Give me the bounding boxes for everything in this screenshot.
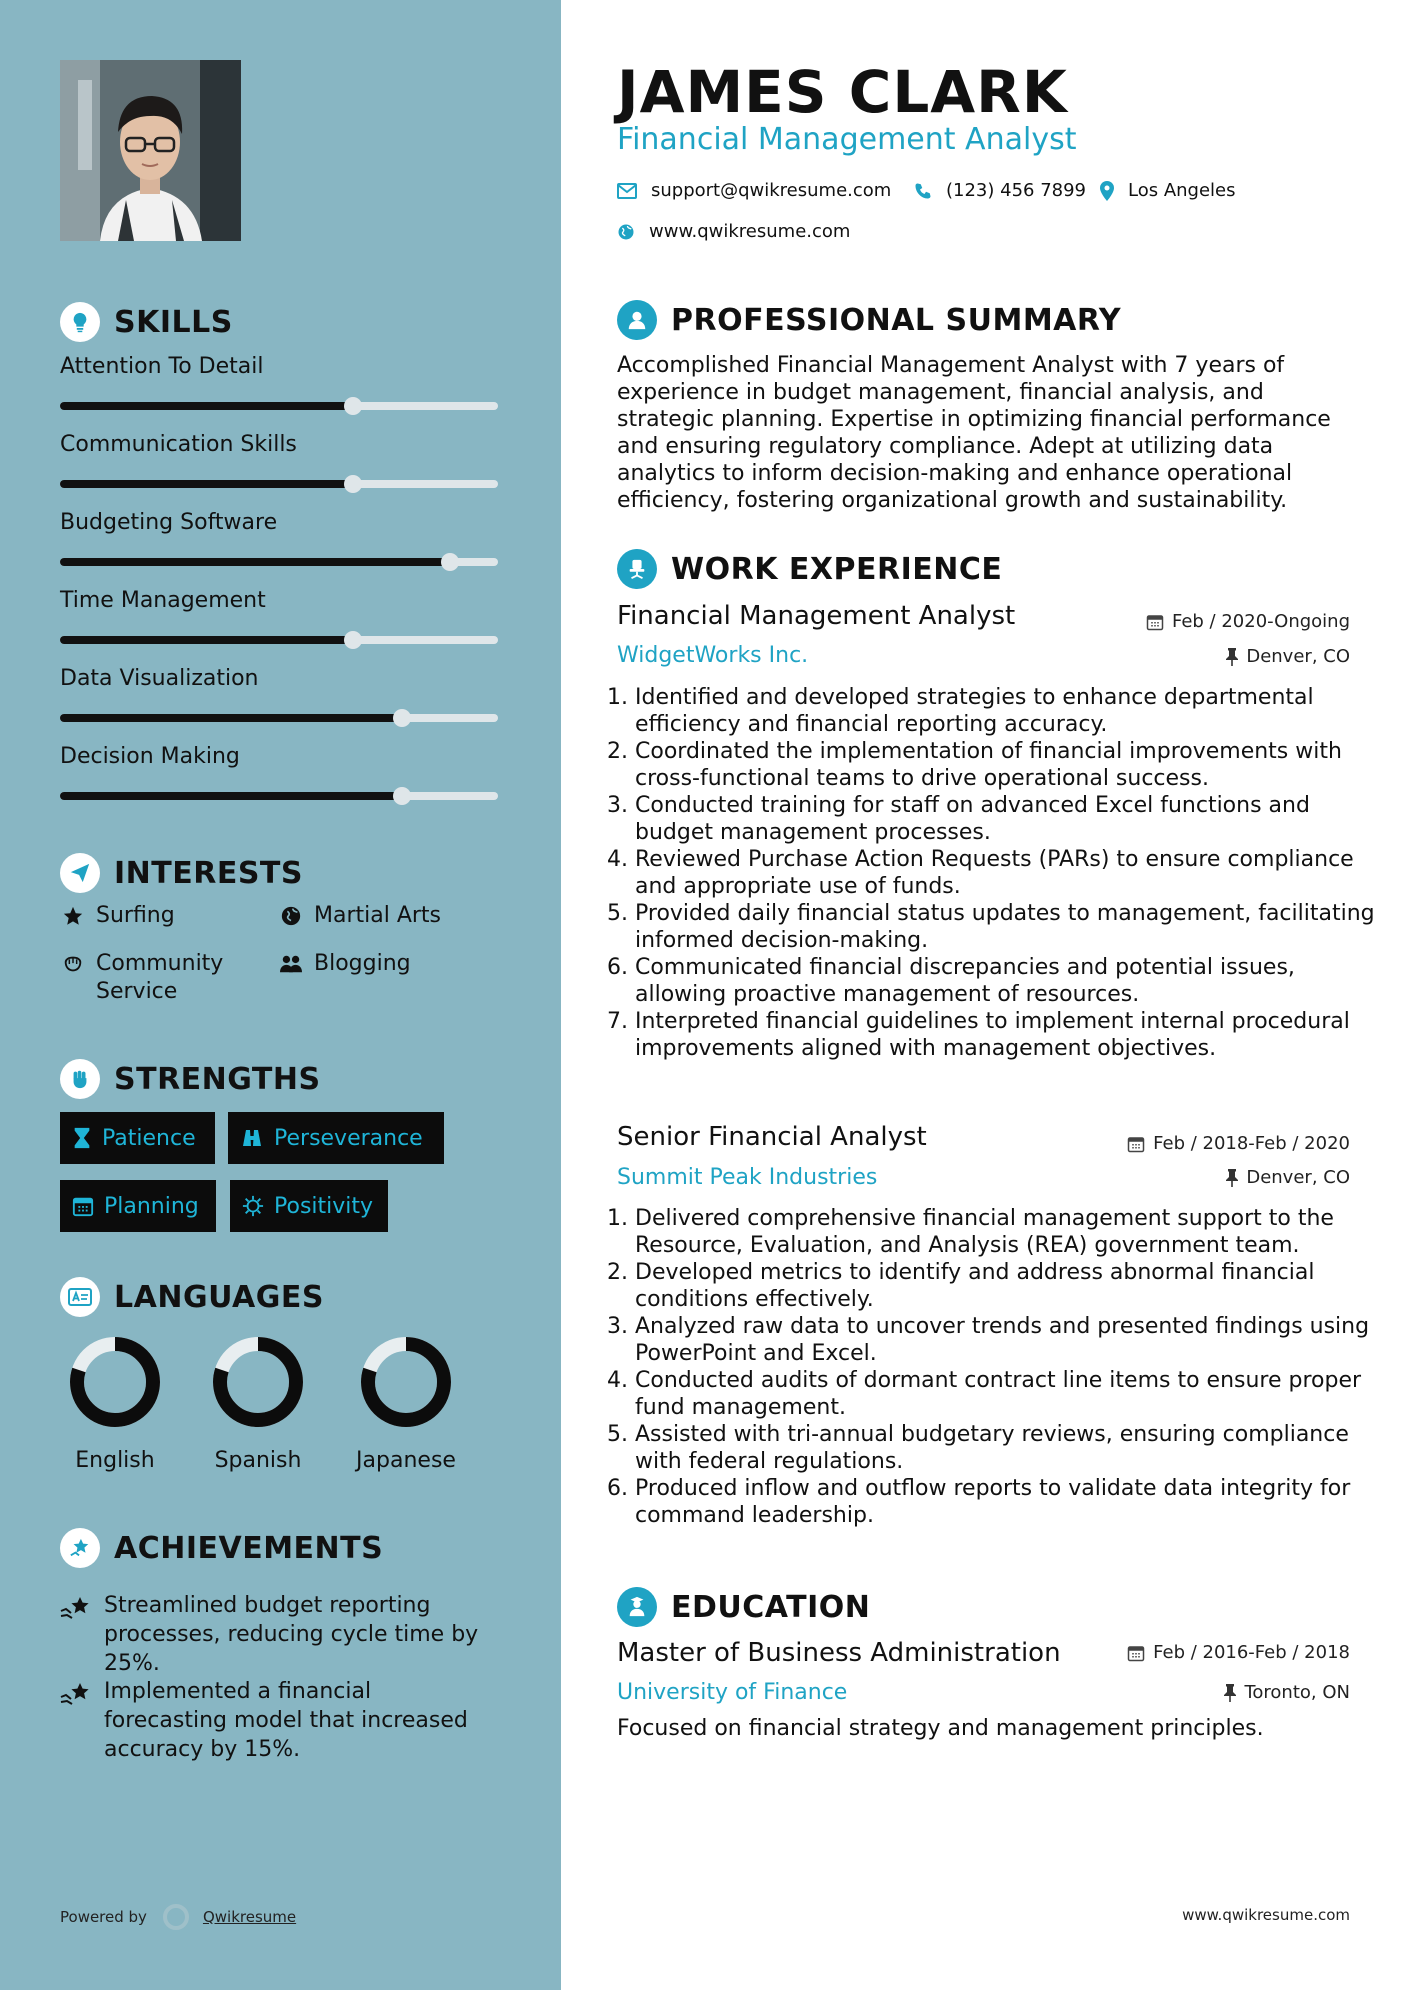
sidebar <box>0 0 561 1990</box>
skill-label: Budgeting Software <box>60 510 278 535</box>
skill-bar-knob <box>344 397 362 415</box>
contact-location: Los Angeles <box>1100 180 1236 201</box>
duty-item: 2. Developed metrics to identify and address abnormal financial conditions effectively. <box>635 1259 1380 1313</box>
job-company: WidgetWorks Inc. <box>617 643 809 668</box>
job-title: Senior Financial Analyst <box>617 1122 927 1152</box>
contact-website[interactable]: www.qwikresume.com <box>617 221 850 242</box>
education-location: Toronto, ON <box>1224 1682 1350 1703</box>
duty-item: 4. Reviewed Purchase Action Requests (PARs) to ensure compliance and appropriate use of funds. <box>635 846 1380 900</box>
achievement-item: Implemented a financial forecasting model that increased accuracy by 15%. <box>60 1677 500 1764</box>
job-company: Summit Peak Industries <box>617 1165 878 1190</box>
skill-bar-fill <box>60 714 402 722</box>
skills-heading: SKILLS <box>60 302 233 342</box>
duty-item: 5. Provided daily financial status updates to management, facilitating informed decision-making. <box>635 900 1380 954</box>
duty-item: 2. Coordinated the implementation of financial improvements with cross-functional teams to drive operational success. <box>635 738 1380 792</box>
globe-icon <box>278 902 304 927</box>
summary-heading: PROFESSIONAL SUMMARY <box>617 300 1121 340</box>
skill-bar <box>60 480 498 488</box>
map-pin-icon <box>1100 181 1114 201</box>
education-dates: Feb / 2016-Feb / 2018 <box>1127 1642 1350 1663</box>
skill-label: Decision Making <box>60 744 240 769</box>
user-icon <box>617 300 657 340</box>
interest-item: Community Service <box>60 950 260 1006</box>
education-description: Focused on financial strategy and management principles. <box>617 1716 1264 1741</box>
skill-bar-knob <box>393 709 411 727</box>
skill-bar <box>60 558 498 566</box>
degree-title: Master of Business Administration <box>617 1638 1061 1668</box>
duty-item: 6. Communicated financial discrepancies and potential issues, allowing proactive management of resources. <box>635 954 1380 1008</box>
star-hand-icon <box>60 1528 100 1568</box>
language-item <box>346 1332 466 1473</box>
star-hand-icon <box>60 1591 94 1678</box>
job-dates: Feb / 2020-Ongoing <box>1146 611 1350 632</box>
job-location: Denver, CO <box>1226 1167 1350 1188</box>
job-location: Denver, CO <box>1226 646 1350 667</box>
skill-bar-fill <box>60 480 353 488</box>
interest-item: Blogging <box>278 950 411 978</box>
education-heading: EDUCATION <box>617 1587 870 1627</box>
phone-icon <box>914 182 932 200</box>
footer-website[interactable]: www.qwikresume.com <box>1182 1906 1350 1924</box>
calendar-icon <box>1127 1644 1145 1662</box>
profile-photo <box>60 60 241 241</box>
language-ring <box>208 1332 308 1432</box>
star-hand-icon <box>60 1677 94 1764</box>
qwikresume-logo-icon <box>163 1904 189 1930</box>
language-label: English <box>75 1448 155 1473</box>
calendar-icon <box>1127 1135 1145 1153</box>
skill-bar <box>60 402 498 410</box>
fist-icon <box>60 1059 100 1099</box>
strength-badge: Perseverance <box>228 1112 444 1164</box>
experience-heading: WORK EXPERIENCE <box>617 549 1002 589</box>
job-dates: Feb / 2018-Feb / 2020 <box>1127 1133 1350 1154</box>
interest-item: Martial Arts <box>278 902 441 930</box>
calendar-icon <box>72 1195 94 1217</box>
skill-bar-fill <box>60 792 402 800</box>
language-item <box>55 1332 175 1473</box>
skill-label: Communication Skills <box>60 432 297 457</box>
skill-label: Data Visualization <box>60 666 259 691</box>
language-item <box>198 1332 318 1473</box>
candidate-role: Financial Management Analyst <box>617 122 1077 157</box>
duty-item: 3. Analyzed raw data to uncover trends and presented findings using PowerPoint and Excel. <box>635 1313 1380 1367</box>
language-label: Japanese <box>356 1448 456 1473</box>
job-title: Financial Management Analyst <box>617 601 1016 631</box>
job-duties <box>617 684 1380 1062</box>
strength-badge: Positivity <box>230 1180 388 1232</box>
calendar-icon <box>1146 613 1164 631</box>
office-chair-icon <box>617 549 657 589</box>
duty-item: 5. Assisted with tri-annual budgetary reviews, ensuring compliance with federal regulations. <box>635 1421 1380 1475</box>
envelope-icon <box>617 183 637 199</box>
strength-badge: Planning <box>60 1180 216 1232</box>
contact-phone[interactable]: (123) 456 7899 <box>914 180 1086 201</box>
candidate-name: JAMES CLARK <box>617 58 1068 126</box>
pushpin-icon <box>1226 1169 1238 1187</box>
duty-item: 1. Delivered comprehensive financial management support to the Resource, Evaluation, and Analysis (REA) government team. <box>635 1205 1380 1259</box>
qwikresume-link[interactable]: Qwikresume <box>202 1908 297 1926</box>
duty-item: 4. Conducted audits of dormant contract line items to ensure proper fund management. <box>635 1367 1380 1421</box>
strength-badge: Patience <box>60 1112 215 1164</box>
language-ring <box>65 1332 165 1432</box>
globe-icon <box>617 223 635 241</box>
skill-bar <box>60 714 498 722</box>
star-icon <box>60 902 86 927</box>
interests-heading: INTERESTS <box>60 853 303 893</box>
languages-heading: LANGUAGES <box>60 1277 324 1317</box>
summary-text: Accomplished Financial Management Analyst with 7 years of experience in budget management, financial analysis, and strategic planning. Expertise in optimizing financial performance and ensuring regulatory compliance. Adept at utilizing data analytics to inform decision-making and enhance operational efficiency, fostering organizational growth and sustainability. <box>617 353 1331 513</box>
duty-item: 1. Identified and developed strategies to enhance departmental efficiency and financial reporting accuracy. <box>635 684 1380 738</box>
pushpin-icon <box>1224 1684 1236 1702</box>
duty-item: 7. Interpreted financial guidelines to implement internal procedural improvements aligned with management objectives. <box>635 1008 1380 1062</box>
paper-plane-icon <box>60 853 100 893</box>
skill-bar-knob <box>441 553 459 571</box>
contact-email[interactable]: support@qwikresume.com <box>617 180 891 201</box>
skill-bar-fill <box>60 636 353 644</box>
powered-by: Powered by Qwikresume <box>60 1904 296 1930</box>
skill-bar-fill <box>60 402 353 410</box>
interest-item: Surfing <box>60 902 175 930</box>
hourglass-icon <box>72 1127 92 1149</box>
pushpin-icon <box>1226 648 1238 666</box>
skill-label: Attention To Detail <box>60 354 264 379</box>
strengths-heading: STRENGTHS <box>60 1059 321 1099</box>
skill-bar-fill <box>60 558 450 566</box>
school-name: University of Finance <box>617 1680 848 1705</box>
skill-bar <box>60 636 498 644</box>
skill-bar <box>60 792 498 800</box>
skill-bar-knob <box>344 475 362 493</box>
sun-icon <box>242 1195 264 1217</box>
binoculars-icon <box>240 1128 264 1148</box>
skill-bar-knob <box>344 631 362 649</box>
language-ring <box>356 1332 456 1432</box>
skill-bar-knob <box>393 787 411 805</box>
achievement-item: Streamlined budget reporting processes, reducing cycle time by 25%. <box>60 1591 500 1678</box>
language-label: Spanish <box>214 1448 302 1473</box>
graduate-icon <box>617 1587 657 1627</box>
duty-item: 3. Conducted training for staff on advanced Excel functions and budget management processes. <box>635 792 1380 846</box>
achievements-heading: ACHIEVEMENTS <box>60 1528 383 1568</box>
duty-item: 6. Produced inflow and outflow reports to validate data integrity for command leadership. <box>635 1475 1380 1529</box>
hand-icon <box>60 950 86 975</box>
lightbulb-icon <box>60 302 100 342</box>
users-icon <box>278 950 304 975</box>
skill-label: Time Management <box>60 588 266 613</box>
language-card-icon <box>60 1277 100 1317</box>
job-duties <box>617 1205 1380 1529</box>
